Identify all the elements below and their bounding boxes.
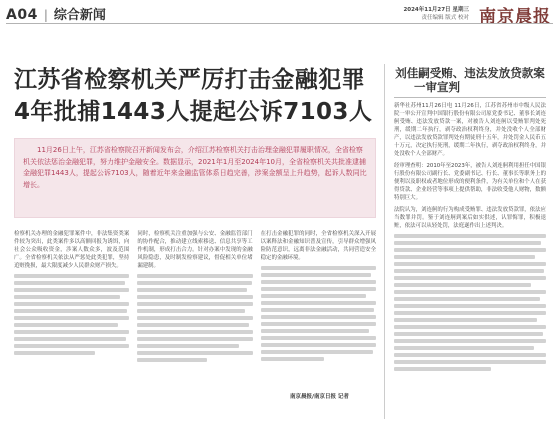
newspaper-title: 南京晨报 [479,7,551,27]
sidebar-headline [394,66,546,94]
header-separator: | [43,8,48,22]
date-text: 2024年11月27日 [403,7,451,13]
lead-paragraph: 11月26日上午，江苏省检察院召开新闻发布会，介绍江苏检察机关打击治理金融犯罪履职情况，全省检察机关依法惩治金融犯罪，努力维护金融安全。数据显示，2021年1月至2024年10月，全省检察机关共批准逮捕金融犯罪1443人，提起公诉7103人，随着近年来金融监管体系日趋完善，涉案金额呈上升趋势，起诉人数同比增长。 [23,146,367,189]
header-rule [6,23,553,24]
placeholder-lines [394,234,546,371]
section-name: 综合新闻 [53,8,106,23]
main-headline [14,64,374,128]
lead-paragraph-box [14,138,376,218]
article-column-1 [14,230,129,388]
date-block [349,2,469,22]
sidebar-paragraph-1: 新华社苏州11月26日电 11月26日，江苏省苏州市中级人民法院一审公开宣判中国银行股份有限公司原党委书记、董事长刘连舸受贿、违法发放贷款一案，对被告人刘连舸以受贿罪判处死刑，缓期二年执行，剥夺政治权利终身，并处没收个人全部财产，以违法发放贷款罪判处有期徒刑十五年，并处罚金人民币五十万元，决定执行死刑，缓期二年执行，剥夺政治权利终身，并处没收个人全部财产。 [394,103,546,157]
sidebar-rule [394,97,546,98]
article-byline: 南京晨报/南京日报 记者 [290,394,349,400]
page-header-left [6,4,106,23]
sidebar-paragraph-2: 经审理查明：2010年至2023年，被告人刘连舸利用担任中国银行股份有限公司副行长、党委副书记、行长、董事长等职务上的便利以及职权或者地位形成的便利条件，为有关单位和个人在获得贷款、企业经营等事项上提供帮助，非法收受他人财物，数额特别巨大。 [394,163,546,201]
sidebar-headline-line-2: 一审宣判 [414,80,460,94]
column-1-text: 检察机关办理的金融犯罪案件中，非法集资类案件较为突出，此类案件多以高额回报为诱饵，向社会公众吸收资金，涉案人数众多，波及范围广。全省检察机关依法从严惩处此类犯罪，坚持追赃挽损，最大限度减少人民群众财产损失。 [14,231,130,269]
article-column-2 [137,230,252,388]
article-body [14,230,376,388]
sidebar-paragraph-3: 法院认为，刘连舸的行为构成受贿罪、违法发放贷款罪，依法应当数罪并罚。鉴于刘连舸到案后如实供述，认罪悔罪，积极退赃，依法可以从轻处罚，法庭遂作出上述判决。 [394,207,546,229]
editor-line: 责任编辑 版式 校对 [421,15,469,21]
column-3-text: 在打击金融犯罪的同时，全省检察机关深入开展以案释法和金融知识普及宣传，引导群众增强风险防范意识，远离非法金融活动，共同营造安全稳定的金融环境。 [260,231,376,261]
headline-line-1: 江苏省检察机关严厉打击金融犯罪 [14,67,365,93]
placeholder-lines [14,274,129,355]
headline-line-2: 4年批捕1443人提起公诉7103人 [14,99,373,125]
article-column-3 [261,230,376,388]
sidebar-divider [384,64,385,419]
placeholder-lines [261,266,376,361]
page-number: A04 [6,7,38,23]
column-2-text: 同时，检察机关注重加强与公安、金融监管部门的协作配合，推动建立线索移送、信息共享等工作机制，形成打击合力。针对办案中发现的金融风险隐患，及时制发检察建议，督促相关单位堵漏建制。 [137,231,253,269]
weekday-text: 星期三 [452,7,469,13]
placeholder-lines [137,274,252,362]
sidebar-body [394,102,546,420]
sidebar-headline-line-1: 刘佳嗣受贿、违法发放贷款案 [395,66,545,80]
